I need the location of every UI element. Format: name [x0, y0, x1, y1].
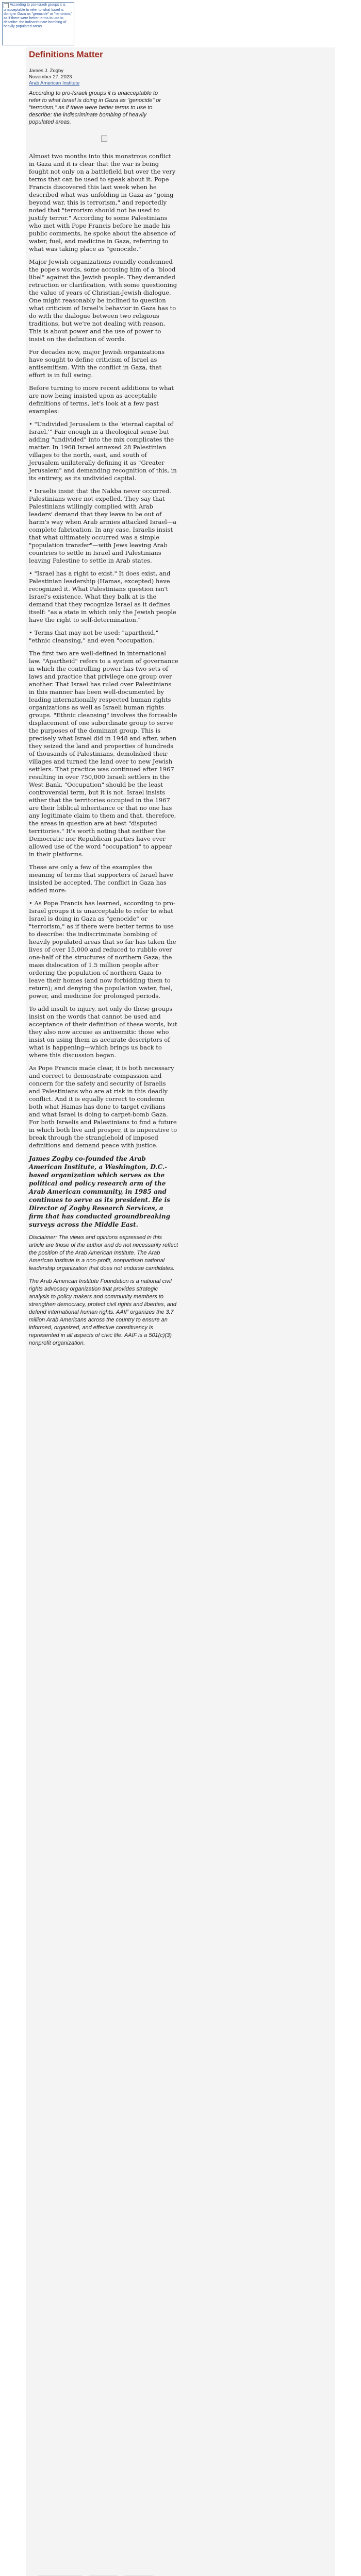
article-meta	[29, 68, 79, 87]
paragraph: Before turning to more recent additions to what are now being insisted upon as acceptable definitions of terms, let's look at a few past examples:	[29, 384, 174, 415]
paragraph: The first two are well-defined in international law. "Apartheid" refers to a system of governance in which the controlling power has two sets of laws and practice that privilege one group over another. That Israel has ruled over Palestinians in this manner has been well-documented by leading internationally respected human rights organizations as well as Israeli human rights groups. "Ethnic cleansing" involves the forceable displacement of one subordinate group to serve the purposes of the dominant group. This is precisely what Israel did in 1948 and after, when they seized the land and properties of hundreds of thousands of Palestinians, demolished their villages and turned the land over to new Jewish settlers. That practice was continued after 1967 resulting in over 750,000 Israeli settlers in the West Bank. "Occupation" should be the least controversial term, but it is not. Israel insists either that the territories occupied in the 1967 are their biblical inheritance or that no one has any legitimate claim to them and that, therefore, the areas in question are at best "disputed territories." It's worth noting that neither the Democratic nor Republican parties have ever allowed use of the word "occupation" to appear in their platforms.	[29, 650, 178, 858]
lede: According to pro-Israeli groups it is unacceptable to refer to what Israel is doing in Gaza as "genocide" or "terrorism," as if there were better terms to use to describe: the indiscriminate bombing of heavily populated areas.	[29, 90, 161, 125]
tag-list	[38, 2573, 172, 2576]
paragraph: Almost two months into this monstrous conflict in Gaza and it is clear that the war is being fought not only on a battlefield but over the very terms that can be used to speak about it. Pope Francis discovered this last week when he described what was unfolding in Gaza as "going beyond war, this is terrorism," and reportedly noted that "terrorism should not be used to justify terror." According to some Palestinians who met with Pope Francis before he made his public comments, he spoke about the absence of water, fuel, and medicine in Gaza, referring to what was taking place as "genocide."	[29, 152, 176, 252]
bullet-paragraph: • Terms that may not be used: "apartheid," "ethnic cleansing," and even "occupation."	[29, 629, 159, 644]
header-image-alt: According to pro-Israeli groups it is unacceptable to refer to what Israel is doing in Gaza as "genocide" or "terrorism," as if there were better terms to use to describe: the indiscriminate bombing of heavily populated areas	[4, 3, 72, 28]
broken-image-icon	[4, 3, 9, 8]
bullet-paragraph: • As Pope Francis has learned, according to pro-Israel groups it is unacceptable to refer to what Israel is doing in Gaza as "genocide" or "terrorism," as if there were better terms to use to describe: the indiscriminate bombing of heavily populated areas that so far has taken the lives of over 15,000 and reduced to rubble over one-half of the structures of northern Gaza; the mass dislocation of 1.5 million people after ordering the population of northern Gaza to leave their homes (and now forbidding them to return); and denying the population water, fuel, power, and medicine for prolonged periods.	[29, 900, 176, 999]
date: November 27, 2023	[29, 74, 72, 80]
author-bio: James Zogby co-founded the Arab American Institute, a Washington, D.C.-based organization which serves as the political and policy research arm of the Arab American community, in 1985 and continues to serve as its president. He is Director of Zogby Research Services, a firm that has conducted groundbreaking surveys across the Middle East.	[29, 1155, 170, 1228]
paragraph: As Pope Francis made clear, it is both necessary and correct to demonstrate compassion and concern for the safety and security of Israelis and Palestinians who are at risk in this deadly conflict. And it is equally correct to condemn both what Hamas has done to target civilians and what Israel is doing to carpet-bomb Gaza. For both Israelis and Palestinians to find a future in which both live and prosper, it is imperative to break through the stranglehold of imposed definitions and demand peace with justice.	[29, 1064, 177, 1149]
image-placeholder-icon	[101, 135, 107, 142]
article-body	[29, 152, 178, 1352]
paragraph: These are only a few of the examples the meaning of terms that supporters of Israel have insisted be accepted. The conflict in Gaza has added more:	[29, 863, 173, 894]
foundation-note: The Arab American Institute Foundation is a national civil rights advocacy organization that provides strategic analysis to policy makers and community members to strengthen democracy, protect civil rights and liberties, and defend international human rights. AAIF organizes the 3.7 million Arab Americans across the country to ensure an informed, organized, and effective constituency is represented in all aspects of civic life. AAIF is a 501(c)(3) nonprofit organization.	[29, 1278, 176, 1346]
bullet-paragraph: • Israelis insist that the Nakba never occurred. Palestinians were not expelled. They say that Palestinians willingly complied with Arab leaders' demand that they leave to be out of harm's way when Arab armies attacked Israel—a complete fabrication. In any case, Israelis insist that what ultimately occurred was a simple "population transfer"—with Jews leaving Arab countries to settle in Israel and Palestinians leaving Palestine to settle in Arab states.	[29, 487, 177, 564]
paragraph: For decades now, major Jewish organizations have sought to define criticism of Israel as antisemitism. With the conflict in Gaza, that effort is in full swing.	[29, 348, 165, 379]
org-link[interactable]: Arab American Institute	[29, 80, 80, 86]
article-title[interactable]: Definitions Matter	[29, 49, 103, 59]
bullet-paragraph: • "Undivided Jerusalem is the 'eternal capital of Israel.'" Fair enough in a theological sense but adding "undivided" into the mix complicates the matter. In 1968 Israel annexed 28 Palestinian villages to the north, east, and south of Jerusalem unilaterally defining it as "Greater Jerusalem" and demanding recognition of this, in its entirety, as its undivided capital.	[29, 420, 177, 482]
disclaimer: Disclaimer: The views and opinions expressed in this article are those of the author and do not necessarily reflect the position of the Arab American Institute. The Arab American Institute is a non-profit, nonpartisan national leadership organization that does not endorse candidates.	[29, 1234, 178, 1272]
bullet-paragraph: • "Israel has a right to exist." It does exist, and Palestinian leadership (Hamas, excepted) have recognized it. What Palestinians question isn't Israel's existence. What they balk at is the demand that they recognize Israel as it defines itself: "as a state in which only the Jewish people have the right to self-determination."	[29, 570, 176, 623]
paragraph: To add insult to injury, not only do these groups insist on the words that cannot be used and acceptance of their definition of these words, but they also now accuse as antisemitic those who insist on using them as accurate descriptors of what is happening—which brings us back to where this discussion began.	[29, 1005, 177, 1059]
paragraph: Major Jewish organizations roundly condemned the pope's words, some accusing him of a "blood libel" against the Jewish people. They demanded retraction or clarification, with some questioning the value of years of Christian-Jewish dialogue. One might reasonably be inclined to question what criticism of Israel's behavior in Gaza has to do with the dialogue between two religious traditions, but we're not dealing with reason. This is about power and the use of power to insist on the definition of words.	[29, 258, 177, 343]
article-card	[26, 47, 335, 2576]
header-image[interactable]	[2, 2, 74, 45]
author: James J. Zogby	[29, 68, 64, 74]
